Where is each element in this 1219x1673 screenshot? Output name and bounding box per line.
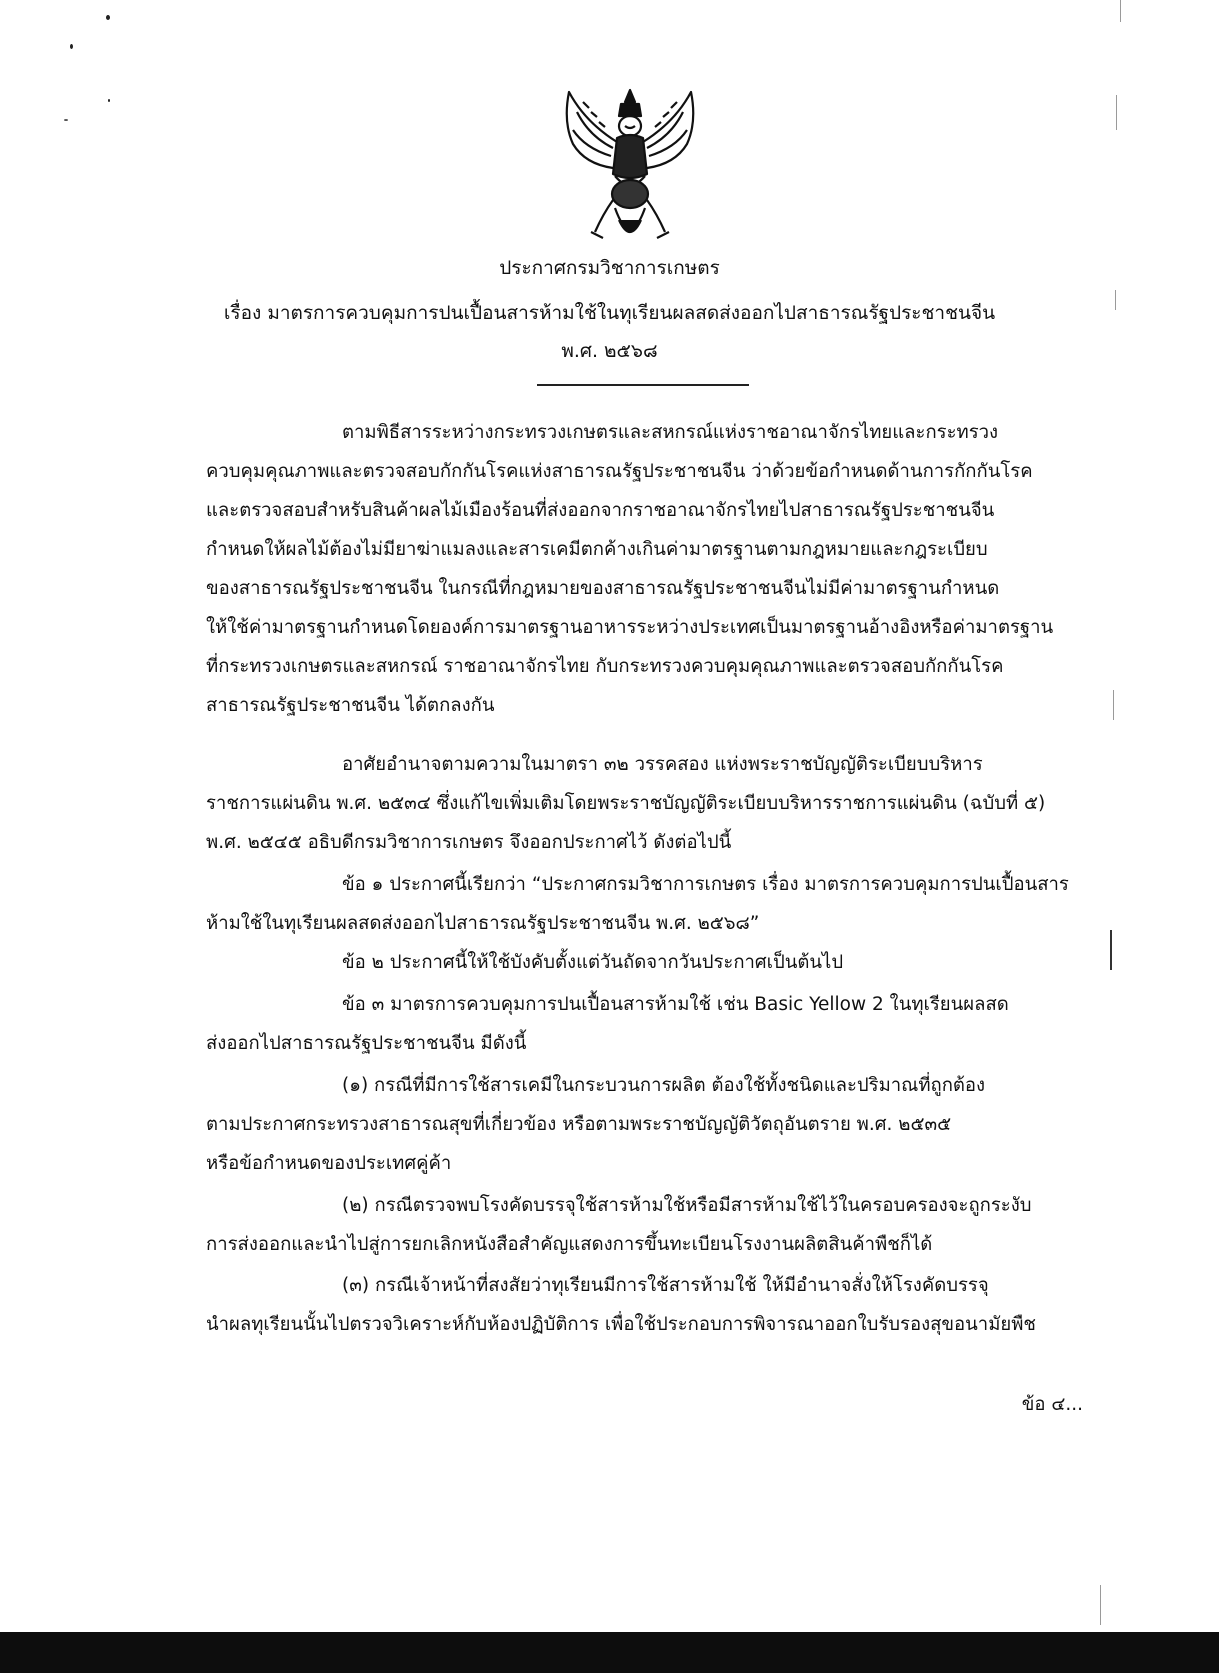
announcement-title: ประกาศกรมวิชาการเกษตร (499, 257, 720, 279)
text-line: พ.ศ. ๒๕๔๕ อธิบดีกรมวิชาการเกษตร จึงออกประกาศไว้ ดังต่อไปนี้ (206, 832, 732, 853)
sub-clause-1 (206, 1066, 1078, 1183)
clause-1 (206, 865, 1078, 943)
garuda-emblem-icon (555, 82, 705, 252)
preamble-paragraph (206, 413, 1078, 725)
scan-bottom-edge (0, 1632, 1219, 1673)
announcement-subject: เรื่อง มาตรการควบคุมการปนเปื้อนสารห้ามใช้ในทุเรียนผลสดส่งออกไปสาธารณรัฐประชาชนจีน (223, 302, 996, 324)
text-line: ข้อ ๑ ประกาศนี้เรียกว่า “ประกาศกรมวิชาการเกษตร เรื่อง มาตรการควบคุมการปนเปื้อนสาร (342, 874, 1069, 895)
text-line: ให้ใช้ค่ามาตรฐานกำหนดโดยองค์การมาตรฐานอาหารระหว่างประเทศเป็นมาตรฐานอ้างอิงหรือค่ามาตรฐาน (206, 617, 1054, 638)
text-line: ตามพิธีสารระหว่างกระทรวงเกษตรและสหกรณ์แห่งราชอาณาจักรไทยและกระทรวง (342, 422, 999, 443)
text-line: กำหนดให้ผลไม้ต้องไม่มียาฆ่าแมลงและสารเคมีตกค้างเกินค่ามาตรฐานตามกฎหมายและกฎระเบียบ (206, 539, 988, 560)
text-line: หรือข้อกำหนดของประเทศคู่ค้า (206, 1153, 452, 1174)
text-line: ส่งออกไปสาธารณรัฐประชาชนจีน มีดังนี้ (206, 1033, 527, 1054)
text-line: สาธารณรัฐประชาชนจีน ได้ตกลงกัน (206, 695, 495, 716)
text-line: ข้อ ๓ มาตรการควบคุมการปนเปื้อนสารห้ามใช้ เช่น Basic Yellow 2 ในทุเรียนผลสด (342, 994, 1009, 1015)
announcement-year: พ.ศ. ๒๕๖๘ (561, 340, 658, 362)
text-line: ของสาธารณรัฐประชาชนจีน ในกรณีที่กฎหมายของสาธารณรัฐประชาชนจีนไม่มีค่ามาตรฐานกำหนด (206, 578, 1000, 599)
scan-speck (64, 119, 68, 121)
scan-edge-line (1110, 930, 1112, 970)
sub-clause-2 (206, 1186, 1078, 1264)
clause-3 (206, 985, 1078, 1063)
text-line: (๒) กรณีตรวจพบโรงคัดบรรจุใช้สารห้ามใช้หรือมีสารห้ามใช้ไว้ในครอบครองจะถูกระงับ (342, 1195, 1032, 1216)
scan-edge-line (1120, 0, 1121, 22)
title-divider (537, 384, 749, 386)
scan-speck (70, 44, 73, 49)
text-line: ที่กระทรวงเกษตรและสหกรณ์ ราชอาณาจักรไทย กับกระทรวงควบคุมคุณภาพและตรวจสอบกักกันโรค (206, 656, 1004, 677)
text-line: และตรวจสอบสำหรับสินค้าผลไม้เมืองร้อนที่ส่งออกจากราชอาณาจักรไทยไปสาธารณรัฐประชาชนจีน (206, 500, 995, 521)
scan-edge-line (1116, 95, 1117, 130)
text-line: การส่งออกและนำไปสู่การยกเลิกหนังสือสำคัญแสดงการขึ้นทะเบียนโรงงานผลิตสินค้าพืชก็ได้ (206, 1234, 933, 1255)
text-line: ควบคุมคุณภาพและตรวจสอบกักกันโรคแห่งสาธารณรัฐประชาชนจีน ว่าด้วยข้อกำหนดด้านการกักกันโรค (206, 461, 1033, 482)
text-line: (๑) กรณีที่มีการใช้สารเคมีในกระบวนการผลิต ต้องใช้ทั้งชนิดและปริมาณที่ถูกต้อง (342, 1075, 986, 1096)
scan-edge-line (1113, 690, 1114, 720)
scan-speck (106, 15, 110, 20)
text-line: ข้อ ๒ ประกาศนี้ให้ใช้บังคับตั้งแต่วันถัดจากวันประกาศเป็นต้นไป (342, 952, 844, 973)
text-line: ราชการแผ่นดิน พ.ศ. ๒๕๓๔ ซึ่งแก้ไขเพิ่มเติมโดยพระราชบัญญัติระเบียบบริหารราชการแผ่นดิน (ฉบับที่ ๕) (206, 793, 1046, 814)
text-line: ตามประกาศกระทรวงสาธารณสุขที่เกี่ยวข้อง หรือตามพระราชบัญญัติวัตถุอันตราย พ.ศ. ๒๕๓๕ (206, 1114, 952, 1135)
scan-speck (108, 99, 110, 102)
clause-2 (206, 943, 1078, 982)
authority-paragraph (206, 745, 1078, 862)
text-line: นำผลทุเรียนนั้นไปตรวจวิเคราะห์กับห้องปฏิบัติการ เพื่อใช้ประกอบการพิจารณาออกใบรับรองสุขอนามัยพืช (206, 1314, 1036, 1335)
text-line: อาศัยอำนาจตามความในมาตรา ๓๒ วรรคสอง แห่งพระราชบัญญัติระเบียบบริหาร (342, 754, 983, 775)
scan-edge-line (1100, 1585, 1101, 1625)
next-page-marker: ข้อ ๔... (1021, 1394, 1083, 1415)
sub-clause-3 (206, 1266, 1078, 1344)
text-line: (๓) กรณีเจ้าหน้าที่สงสัยว่าทุเรียนมีการใช้สารห้ามใช้ ให้มีอำนาจสั่งให้โรงคัดบรรจุ (342, 1275, 989, 1296)
text-line: ห้ามใช้ในทุเรียนผลสดส่งออกไปสาธารณรัฐประชาชนจีน พ.ศ. ๒๕๖๘” (206, 913, 760, 934)
